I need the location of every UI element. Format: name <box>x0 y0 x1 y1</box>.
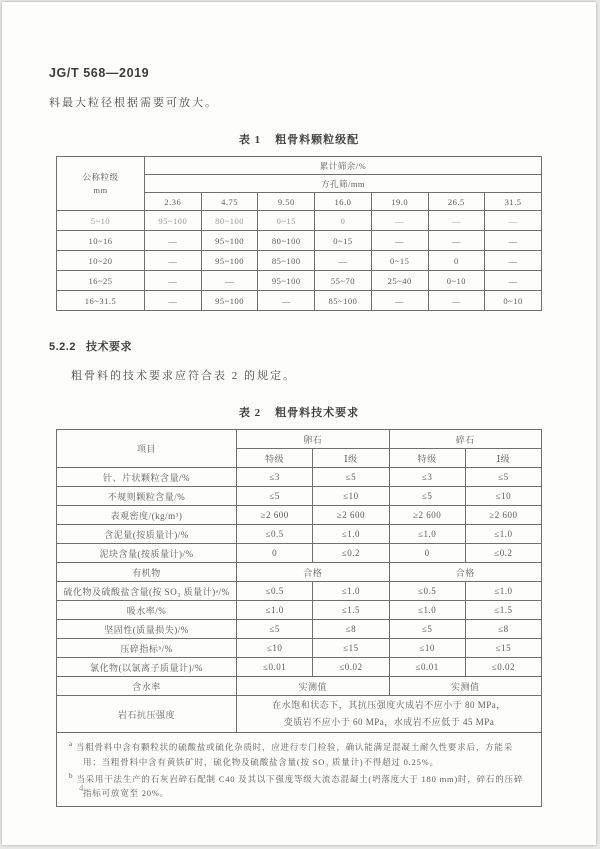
requirement-value-cell: ≤0.02 <box>465 658 541 677</box>
requirement-span-cell: 实测值 <box>237 677 390 696</box>
requirement-value-cell: ≤5 <box>237 487 313 506</box>
residue-value-cell: — <box>428 291 485 311</box>
item-label-cell: 表观密度/(kg/m³) <box>57 506 237 525</box>
residue-value-cell: 95~100 <box>145 211 202 231</box>
table-row <box>57 487 542 506</box>
requirement-value-cell: ≤1.0 <box>237 601 313 620</box>
residue-value-cell: — <box>485 211 542 231</box>
table-row <box>57 271 542 291</box>
requirement-value-cell: ≤0.02 <box>313 658 389 677</box>
requirement-value-cell: ≤0.01 <box>237 658 313 677</box>
nominal-size-cell: 10~16 <box>57 231 145 251</box>
residue-value-cell: 80~100 <box>258 231 315 251</box>
table2-requirements <box>56 429 542 807</box>
table-footnote: $^a$ 当粗骨料中含有颗粒状的硫酸盐或硫化杂质时，应进行专门检验，确认能满足混凝土耐久性要求后，方能采用；当粗骨料中含有黄铁矿时，硫化物及硫酸盐含量(按 SO₃ 质量计)不得超过 0.25%。 <box>69 740 514 767</box>
residue-value-cell: — <box>145 291 202 311</box>
residue-value-cell: — <box>428 211 485 231</box>
requirement-value-cell: ≤1.0 <box>465 525 541 544</box>
requirement-span-cell: 实测值 <box>389 677 542 696</box>
requirement-value-cell: ≤1.5 <box>313 601 389 620</box>
residue-value-cell: — <box>485 271 542 291</box>
table1-caption-title: 粗骨料颗粒级配 <box>275 134 360 146</box>
table-row <box>57 696 542 733</box>
residue-value-cell: — <box>258 291 315 311</box>
sieve-size-header: 2.36 <box>145 193 202 211</box>
requirement-value-cell: ≤5 <box>389 487 465 506</box>
nominal-size-cell: 5~10 <box>57 211 145 231</box>
requirement-value-cell: ≥2 600 <box>465 506 541 525</box>
table-row <box>57 468 542 487</box>
requirement-value-cell: ≥2 600 <box>237 506 313 525</box>
requirement-value-cell: ≤3 <box>237 468 313 487</box>
table1-caption-label: 表 1 <box>238 134 262 146</box>
table-row <box>57 544 542 563</box>
table-row <box>57 231 542 251</box>
grade-header: 特级 <box>389 449 465 468</box>
item-label-cell: 吸水率/% <box>57 601 237 620</box>
nominal-size-header-line2: mm <box>93 184 108 195</box>
residue-value-cell: — <box>485 251 542 271</box>
grade-header: 特级 <box>237 449 313 468</box>
residue-value-cell: 95~100 <box>258 271 315 291</box>
residue-value-cell: — <box>315 251 372 271</box>
requirement-value-cell: ≤8 <box>465 620 541 639</box>
document-page <box>2 2 596 845</box>
requirement-value-cell: ≤1.5 <box>465 601 541 620</box>
intro-paragraph: 料最大粒径根据需要可放大。 <box>49 97 218 109</box>
crushed-stone-header: 碎石 <box>389 430 542 449</box>
residue-value-cell: 0~15 <box>258 211 315 231</box>
requirement-value-cell: ≤1.0 <box>313 582 389 601</box>
table2-body <box>57 468 542 733</box>
requirement-value-cell: ≤0.5 <box>389 582 465 601</box>
requirement-value-cell: ≤3 <box>389 468 465 487</box>
residue-value-cell: 80~100 <box>201 211 258 231</box>
residue-value-cell: — <box>145 271 202 291</box>
item-label-cell: 压碎指标ᵇ/% <box>57 639 237 658</box>
residue-value-cell: — <box>428 231 485 251</box>
strength-requirement-line: 变质岩不应小于 60 MPa，水成岩不应低于 45 MPa <box>283 717 495 728</box>
table-row <box>57 291 542 311</box>
sieve-size-header: 9.50 <box>258 193 315 211</box>
item-label-cell: 泥块含量(按质量计)/% <box>57 544 237 563</box>
nominal-size-cell: 16~25 <box>57 271 145 291</box>
sieve-size-header: 19.0 <box>371 193 428 211</box>
residue-value-cell: 95~100 <box>201 231 258 251</box>
requirement-value-cell: ≤5 <box>465 468 541 487</box>
residue-value-cell: — <box>145 231 202 251</box>
grade-header: Ⅰ级 <box>313 449 389 468</box>
table-row <box>57 563 542 582</box>
table2-caption-title: 粗骨料技术要求 <box>275 407 360 419</box>
item-label-cell: 氯化物(以氯离子质量计)/% <box>57 658 237 677</box>
table-row <box>57 733 542 807</box>
sieve-size-header: 26.5 <box>428 193 485 211</box>
table-row <box>57 582 542 601</box>
footnote-marker: a <box>69 740 73 749</box>
requirement-value-cell: ≤0.5 <box>237 582 313 601</box>
residue-value-cell: 0~10 <box>485 291 542 311</box>
requirement-span-cell: 合格 <box>389 563 542 582</box>
requirement-value-cell: ≤0.01 <box>389 658 465 677</box>
table-row <box>57 251 542 271</box>
requirement-value-cell: 0 <box>237 544 313 563</box>
item-label-cell: 有机物 <box>57 563 237 582</box>
table1-gradation <box>56 156 542 311</box>
requirement-value-cell: ≤0.5 <box>237 525 313 544</box>
residue-value-cell: — <box>371 291 428 311</box>
table-row <box>57 157 542 175</box>
residue-value-cell: 25~40 <box>371 271 428 291</box>
requirement-value-cell: ≤5 <box>389 620 465 639</box>
requirement-value-cell: ≤1.0 <box>389 525 465 544</box>
item-label-cell: 含水率 <box>57 677 237 696</box>
item-label-cell: 不规则颗粒含量/% <box>57 487 237 506</box>
table2-footer <box>57 733 542 807</box>
requirement-value-cell: ≤15 <box>465 639 541 658</box>
item-label-cell: 针、片状颗粒含量/% <box>57 468 237 487</box>
table-footnote: $^b$ 当采用干法生产的石灰岩碎石配制 C40 及其以下强度等级大流态混凝土(坍落度大于 180 mm)时，碎石的压碎指标可放宽至 20%。 <box>69 771 524 799</box>
requirement-value-cell: ≤10 <box>313 487 389 506</box>
strength-requirement-cell <box>237 696 542 733</box>
requirement-value-cell: ≤1.0 <box>389 601 465 620</box>
residue-value-cell: — <box>371 211 428 231</box>
requirement-value-cell: 0 <box>389 544 465 563</box>
table-row <box>57 506 542 525</box>
table2-caption-label: 表 2 <box>238 407 262 419</box>
table-row <box>57 639 542 658</box>
requirement-value-cell: ≤0.2 <box>465 544 541 563</box>
requirement-value-cell: ≤0.2 <box>313 544 389 563</box>
table-row <box>57 211 542 231</box>
sieve-size-header: 31.5 <box>485 193 542 211</box>
requirement-value-cell: ≤5 <box>313 468 389 487</box>
item-header: 项目 <box>57 430 237 468</box>
residue-value-cell: 85~100 <box>258 251 315 271</box>
nominal-size-cell: 16~31.5 <box>57 291 145 311</box>
requirement-value-cell: ≤15 <box>313 639 389 658</box>
section-heading <box>49 338 539 354</box>
sieve-size-header: 16.0 <box>315 193 372 211</box>
table-row <box>57 525 542 544</box>
item-label-cell: 岩石抗压强度 <box>57 696 237 733</box>
table1-caption <box>2 131 596 147</box>
square-sieve-header: 方孔筛/mm <box>145 175 542 193</box>
residue-value-cell: 0 <box>428 251 485 271</box>
residue-value-cell: 0 <box>315 211 372 231</box>
footnote-cell <box>57 733 542 807</box>
requirement-value-cell: ≤10 <box>465 487 541 506</box>
requirement-value-cell: ≥2 600 <box>313 506 389 525</box>
sieve-size-header: 4.75 <box>201 193 258 211</box>
residue-value-cell: 0~15 <box>315 231 372 251</box>
grade-header: Ⅰ级 <box>465 449 541 468</box>
residue-value-cell: 55~70 <box>315 271 372 291</box>
requirement-value-cell: ≤8 <box>313 620 389 639</box>
requirement-value-cell: ≤1.0 <box>465 582 541 601</box>
page-number: 4 <box>79 783 84 793</box>
pebble-header: 卵石 <box>237 430 390 449</box>
footnote-marker: b <box>69 771 74 780</box>
section-paragraph: 粗骨料的技术要求应符合表 2 的规定。 <box>71 370 296 382</box>
table-row <box>57 620 542 639</box>
table-row <box>57 430 542 449</box>
residue-value-cell: — <box>201 271 258 291</box>
table1-body <box>57 211 542 311</box>
nominal-size-header-line1: 公称粒级 <box>82 171 119 182</box>
nominal-size-cell: 10~20 <box>57 251 145 271</box>
residue-value-cell: 85~100 <box>315 291 372 311</box>
residue-value-cell: 0~10 <box>428 271 485 291</box>
table-row <box>57 658 542 677</box>
section-title: 技术要求 <box>85 341 132 353</box>
residue-value-cell: 95~100 <box>201 251 258 271</box>
table2-caption <box>2 404 596 420</box>
table2-header <box>57 430 542 468</box>
residue-value-cell: — <box>145 251 202 271</box>
table1-header <box>57 157 542 211</box>
item-label-cell: 硫化物及硫酸盐含量(按 SO₃ 质量计)ᵃ/% <box>57 582 237 601</box>
section-number: 5.2.2 <box>49 341 76 353</box>
item-label-cell: 含泥量(按质量计)/% <box>57 525 237 544</box>
table-row <box>57 601 542 620</box>
requirement-value-cell: ≤1.0 <box>313 525 389 544</box>
requirement-span-cell: 合格 <box>237 563 390 582</box>
residue-value-cell: — <box>371 231 428 251</box>
residue-value-cell: 0~15 <box>371 251 428 271</box>
requirement-value-cell: ≤5 <box>237 620 313 639</box>
cumulative-residue-header: 累计筛余/% <box>145 157 542 175</box>
requirement-value-cell: ≤10 <box>389 639 465 658</box>
residue-value-cell: — <box>485 231 542 251</box>
requirement-value-cell: ≥2 600 <box>389 506 465 525</box>
table-row <box>57 677 542 696</box>
item-label-cell: 坚固性(质量损失)/% <box>57 620 237 639</box>
nominal-size-header <box>57 157 145 211</box>
standard-code: JG/T 568—2019 <box>49 66 150 80</box>
residue-value-cell: 95~100 <box>201 291 258 311</box>
requirement-value-cell: ≤10 <box>237 639 313 658</box>
strength-requirement-line: 在水饱和状态下，其抗压强度火成岩不应小于 80 MPa， <box>272 700 506 710</box>
